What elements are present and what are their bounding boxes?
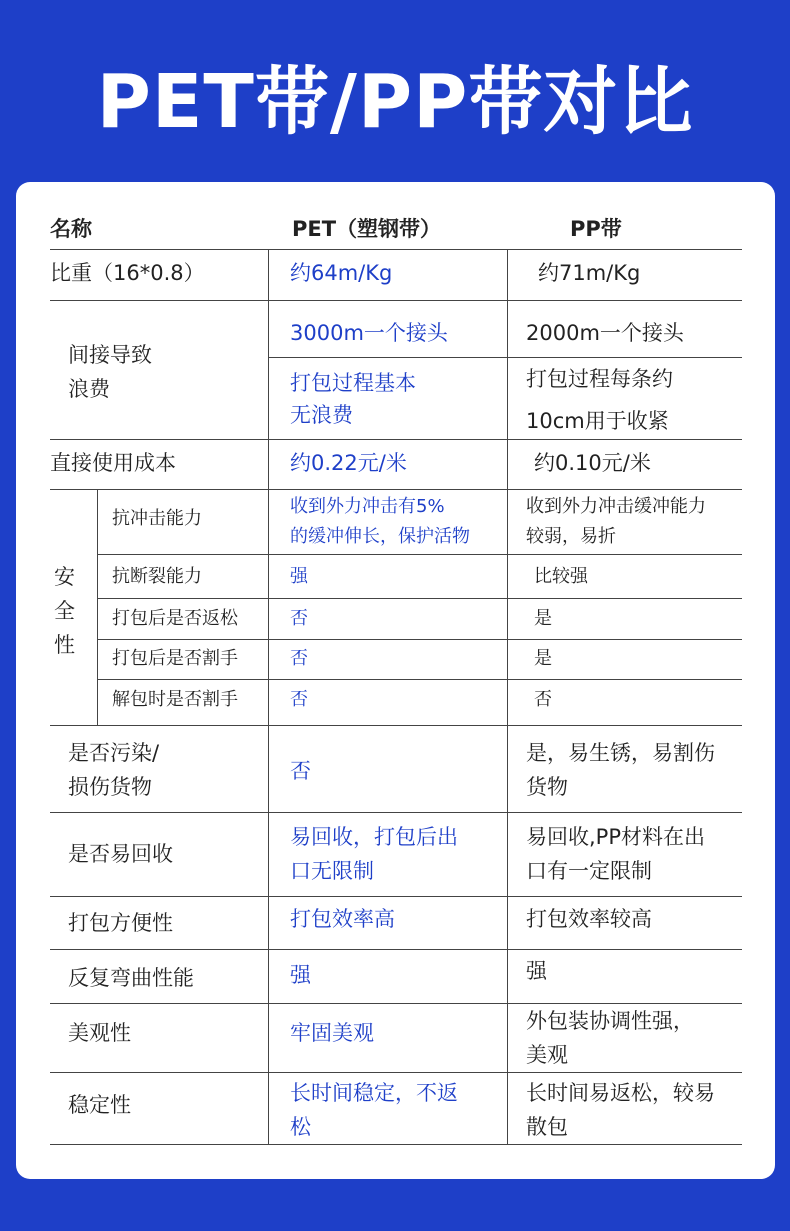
- break-pet: 强: [290, 566, 308, 587]
- impact-label: 抗冲击能力: [112, 508, 202, 529]
- stability-pet-line1: 长时间稳定，不返: [290, 1081, 458, 1105]
- pollution-label-line2: 损伤货物: [68, 775, 152, 799]
- density-label: 比重（16*0.8）: [50, 261, 205, 285]
- header-pp: PP带: [570, 217, 622, 241]
- header-pet: PET（塑钢带）: [292, 217, 442, 241]
- density-pp: 约71m/Kg: [538, 261, 641, 285]
- bending-pp: 强: [526, 959, 547, 983]
- row-divider: [50, 812, 742, 813]
- impact-pp-line1: 收到外力冲击缓冲能力: [526, 496, 706, 517]
- row-divider: [268, 357, 742, 358]
- row-divider: [97, 639, 742, 640]
- waste-joint-pp: 2000m一个接头: [526, 321, 684, 345]
- row-divider: [50, 1072, 742, 1073]
- impact-pp-line2: 较弱，易折: [526, 526, 616, 547]
- pollution-pp-line2: 货物: [526, 775, 568, 799]
- stability-label: 稳定性: [68, 1093, 131, 1117]
- bending-pet: 强: [290, 963, 311, 987]
- convenience-label: 打包方便性: [68, 911, 173, 935]
- recycle-pp-line2: 口有一定限制: [526, 859, 652, 883]
- recycle-pp-line1: 易回收,PP材料在出: [526, 825, 706, 849]
- cut-pack-pet: 否: [290, 648, 308, 669]
- appearance-pet: 牢固美观: [290, 1021, 374, 1045]
- waste-pack-pp-line1: 打包过程每条约: [526, 367, 673, 391]
- loosen-label: 打包后是否返松: [112, 608, 238, 629]
- row-divider: [50, 300, 742, 301]
- waste-pack-pet-line1: 打包过程基本: [290, 371, 416, 395]
- column-divider: [268, 249, 269, 1144]
- impact-pet-line1: 收到外力冲击有5%: [290, 496, 445, 517]
- waste-label-line2: 浪费: [68, 377, 110, 401]
- comparison-card: [16, 182, 775, 1179]
- recycle-pet-line1: 易回收，打包后出: [290, 825, 458, 849]
- safety-group-divider: [97, 489, 98, 725]
- density-pet: 约64m/Kg: [290, 261, 393, 285]
- stability-pet-line2: 松: [290, 1115, 311, 1139]
- waste-pack-pet-line2: 无浪费: [290, 403, 353, 427]
- cost-label: 直接使用成本: [50, 451, 176, 475]
- row-divider: [97, 598, 742, 599]
- row-divider: [50, 439, 742, 440]
- loosen-pp: 是: [534, 608, 552, 629]
- cut-unpack-pp: 否: [534, 689, 552, 710]
- appearance-pp-line2: 美观: [526, 1043, 568, 1067]
- pollution-label-line1: 是否污染/: [68, 741, 160, 765]
- row-divider: [97, 554, 742, 555]
- pollution-pp-line1: 是，易生锈，易割伤: [526, 741, 715, 765]
- row-divider: [50, 896, 742, 897]
- appearance-label: 美观性: [68, 1021, 131, 1045]
- cut-pack-pp: 是: [534, 648, 552, 669]
- convenience-pet: 打包效率高: [290, 907, 395, 931]
- waste-pack-pp-line2: 10cm用于收紧: [526, 409, 669, 433]
- cut-unpack-label: 解包时是否割手: [112, 689, 238, 710]
- row-divider: [50, 949, 742, 950]
- cost-pet: 约0.22元/米: [290, 451, 407, 475]
- row-divider: [97, 679, 742, 680]
- pollution-pet: 否: [290, 759, 311, 783]
- break-label: 抗断裂能力: [112, 566, 202, 587]
- appearance-pp-line1: 外包装协调性强，: [526, 1009, 694, 1033]
- cut-unpack-pet: 否: [290, 689, 308, 710]
- header-name: 名称: [50, 217, 92, 241]
- page-title: PET带/PP带对比: [96, 59, 694, 145]
- cut-pack-label: 打包后是否割手: [112, 648, 238, 669]
- row-divider: [50, 1144, 742, 1145]
- stability-pp-line1: 长时间易返松，较易: [526, 1081, 715, 1105]
- waste-joint-pet: 3000m一个接头: [290, 321, 448, 345]
- recycle-label: 是否易回收: [68, 842, 173, 866]
- safety-char-3: 性: [54, 633, 75, 657]
- cost-pp: 约0.10元/米: [534, 451, 651, 475]
- stability-pp-line2: 散包: [526, 1115, 568, 1139]
- break-pp: 比较强: [534, 566, 588, 587]
- waste-label-line1: 间接导致: [68, 343, 152, 367]
- recycle-pet-line2: 口无限制: [290, 859, 374, 883]
- column-divider: [507, 249, 508, 1144]
- row-divider: [50, 1003, 742, 1004]
- row-divider: [50, 489, 742, 490]
- safety-char-1: 安: [54, 565, 75, 589]
- convenience-pp: 打包效率较高: [526, 907, 652, 931]
- safety-char-2: 全: [54, 599, 75, 623]
- loosen-pet: 否: [290, 608, 308, 629]
- row-divider: [50, 725, 742, 726]
- impact-pet-line2: 的缓冲伸长，保护活物: [290, 526, 470, 547]
- row-divider: [50, 249, 742, 250]
- bending-label: 反复弯曲性能: [68, 966, 194, 990]
